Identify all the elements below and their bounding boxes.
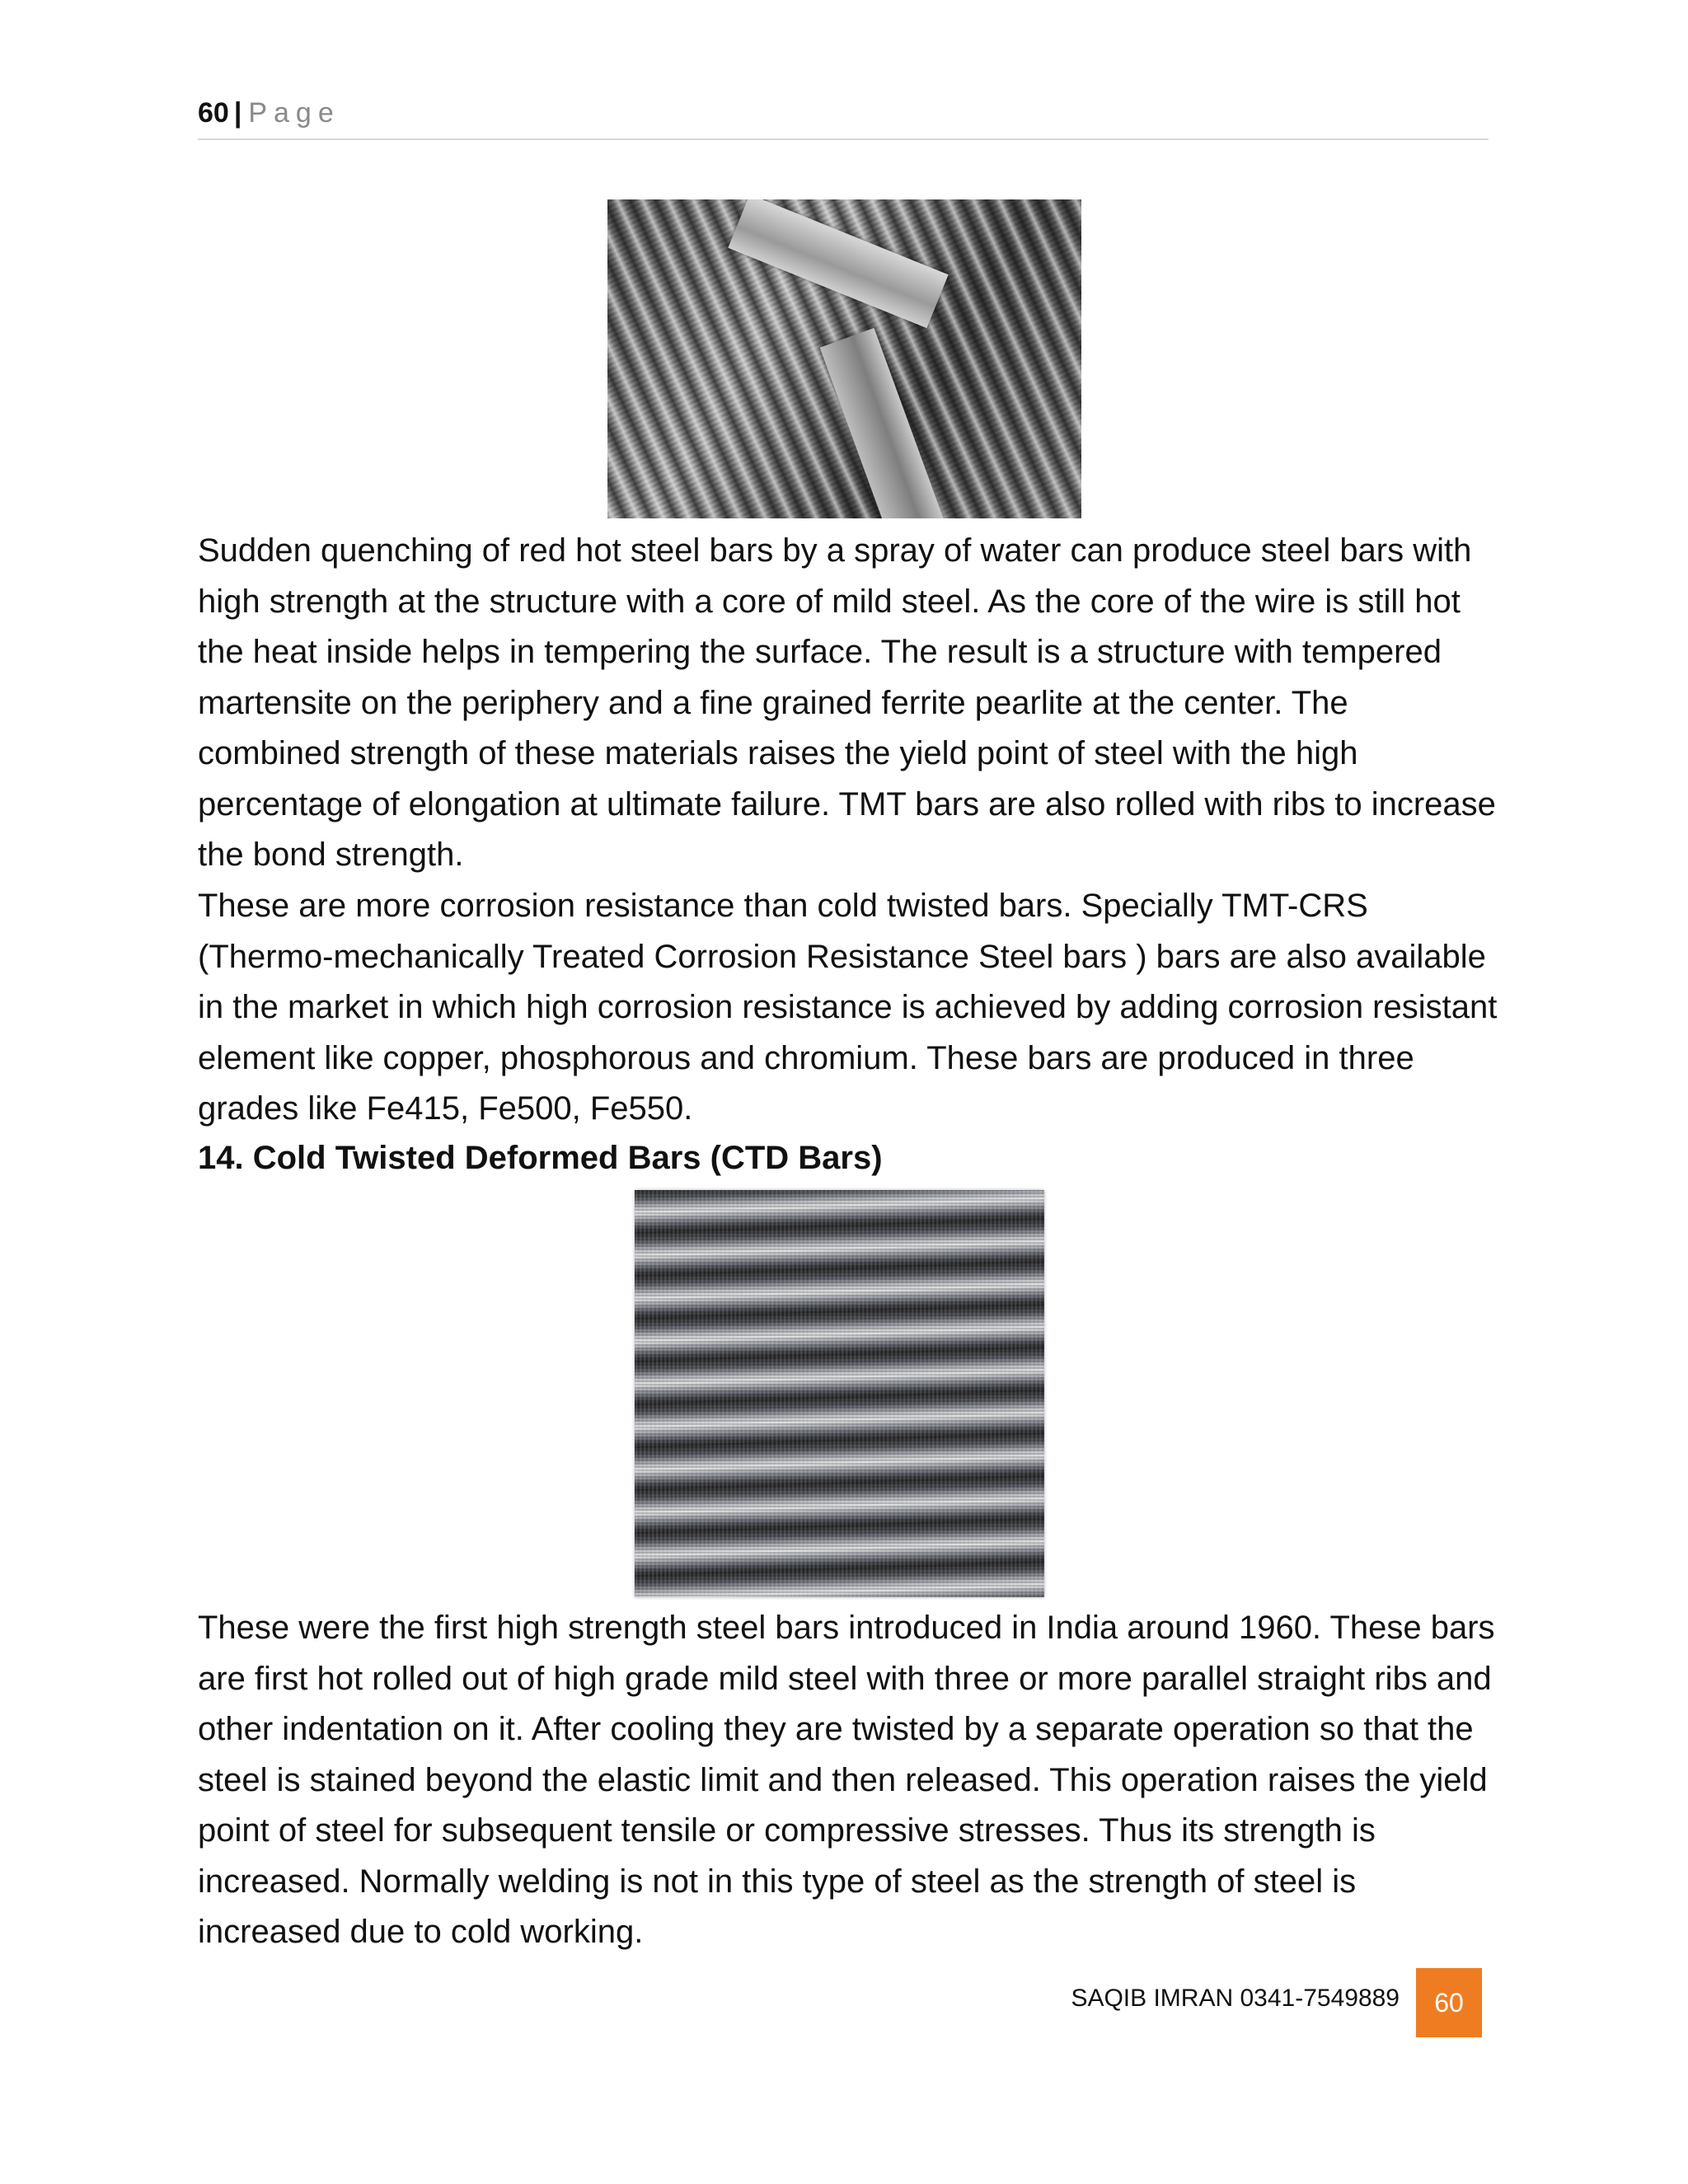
bar-ribs-texture <box>635 1190 1044 1597</box>
section-heading-ctd-bars: 14. Cold Twisted Deformed Bars (CTD Bars) <box>198 1140 883 1176</box>
ctd-bars-photo <box>635 1190 1044 1597</box>
header-page-word: Page <box>248 97 340 129</box>
page-header <box>198 97 1489 140</box>
footer-author: SAQIB IMRAN 0341-7549889 <box>1071 1985 1400 2012</box>
paragraph-quenching: Sudden quenching of red hot steel bars by a spray of water can produce steel bars with high strength at the structure with a core of mild steel. As the core of the wire is still hot the heat inside helps in tempering the surface. The result is a structure with tempered martensite on the periphery and a fine grained ferrite pearlite at the center. The combined strength of these materials raises the yield point of steel with the high percentage of elongation at ultimate failure. TMT bars are also rolled with ribs to increase the bond strength. <box>198 532 1496 873</box>
tmt-bars-photo <box>607 199 1081 518</box>
paragraph-ctd-history: These were the first high strength steel bars introduced in India around 1960. These bars are first hot rolled out of high grade mild steel with three or more parallel straight ribs and other indentation on it. After cooling they are twisted by a separate operation so that the steel is stained beyond the elastic limit and then released. This operation raises the yield point of steel for subsequent tensile or compressive stresses. Thus its strength is increased. Normally welding is not in this type of steel as the strength of steel is increased due to cold working. <box>198 1610 1495 1950</box>
bundle-strap <box>728 199 948 328</box>
header-separator: | <box>233 97 242 129</box>
footer-page-badge: 60 <box>1416 1968 1482 2037</box>
paragraph-corrosion: These are more corrosion resistance than cold twisted bars. Specially TMT-CRS (Thermo-mechanically Treated Corrosion Resistance Steel bars ) bars are also available in the market in which high corrosion resistance is achieved by adding corrosion resistant element like copper, phosphorous and chromium. These bars are produced in three grades like Fe415, Fe500, Fe550. <box>198 888 1498 1127</box>
header-page-number: 60 <box>198 97 229 129</box>
bundle-strap-lower <box>820 328 948 518</box>
